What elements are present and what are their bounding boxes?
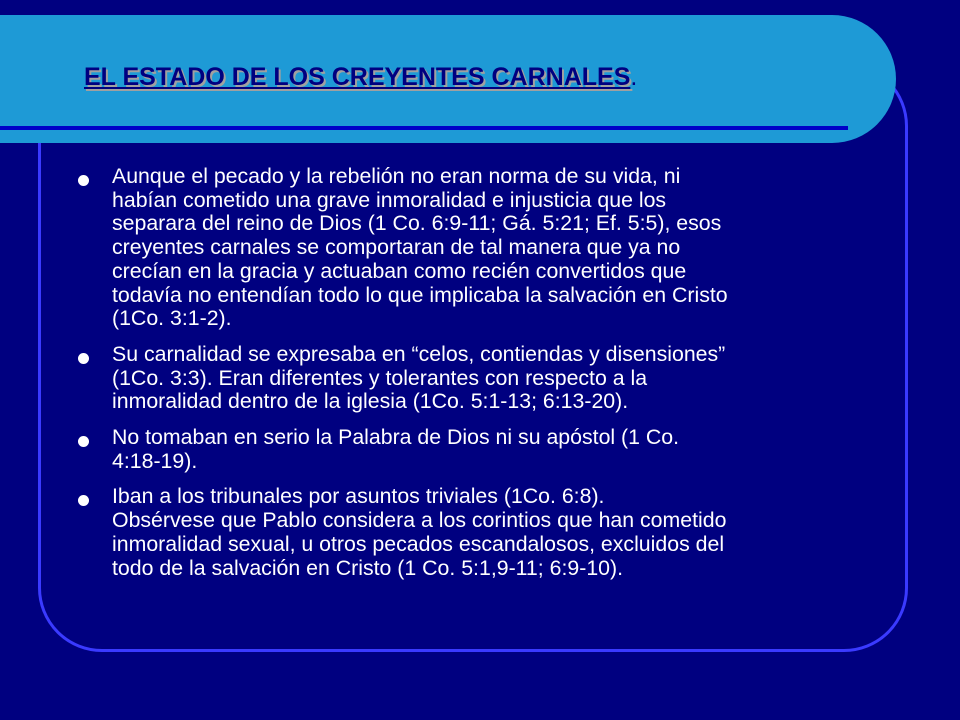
bullet-text: Su carnalidad se expresaba en “celos, contiendas y disensiones” (1Co. 3:3). Eran diferentes y tolerantes con respecto a la inmoralidad dentro de la iglesia (1Co. 5:1-13; 6:13-20).	[112, 341, 726, 414]
bullet-text: No tomaban en serio la Palabra de Dios ni su apóstol (1 Co. 4:18-19).	[112, 425, 680, 473]
bullet-text: Aunque el pecado y la rebelión no eran norma de su vida, ni habían cometido una grave inmoralidad e injusticia que los separara del reino de Dios (1 Co. 6:9-11; Gá. 5:21; Ef. 5:5), esos creyentes carnales se comportaran de tal manera que ya no crecían en la gracia y actuaban como recién convertidos que todavía no entendían todo lo que implicaba la salvación en Cristo (1Co. 3:1-2).	[112, 164, 728, 331]
bullet-item	[76, 426, 896, 473]
bullet-dot-icon	[78, 175, 89, 186]
bullet-item	[76, 343, 896, 414]
title-underline	[0, 126, 848, 130]
bullet-text: Iban a los tribunales por asuntos triviales (1Co. 6:8). Obsérvese que Pablo considera a los corintios que han cometido inmoralidad sexual, u otros pecados escandalosos, excluidos del todo de la salvación en Cristo (1 Co. 5:1,9-11; 6:9-10).	[112, 484, 727, 580]
slide-title-period: .	[630, 63, 638, 91]
slide-title	[84, 63, 637, 92]
bullet-dot-icon	[78, 353, 89, 364]
bullet-list	[76, 165, 896, 592]
bullet-dot-icon	[78, 495, 89, 506]
bullet-item	[76, 165, 896, 331]
slide-title-text: EL ESTADO DE LOS CREYENTES CARNALES	[84, 63, 631, 91]
bullet-dot-icon	[78, 436, 89, 447]
bullet-item	[76, 485, 896, 580]
